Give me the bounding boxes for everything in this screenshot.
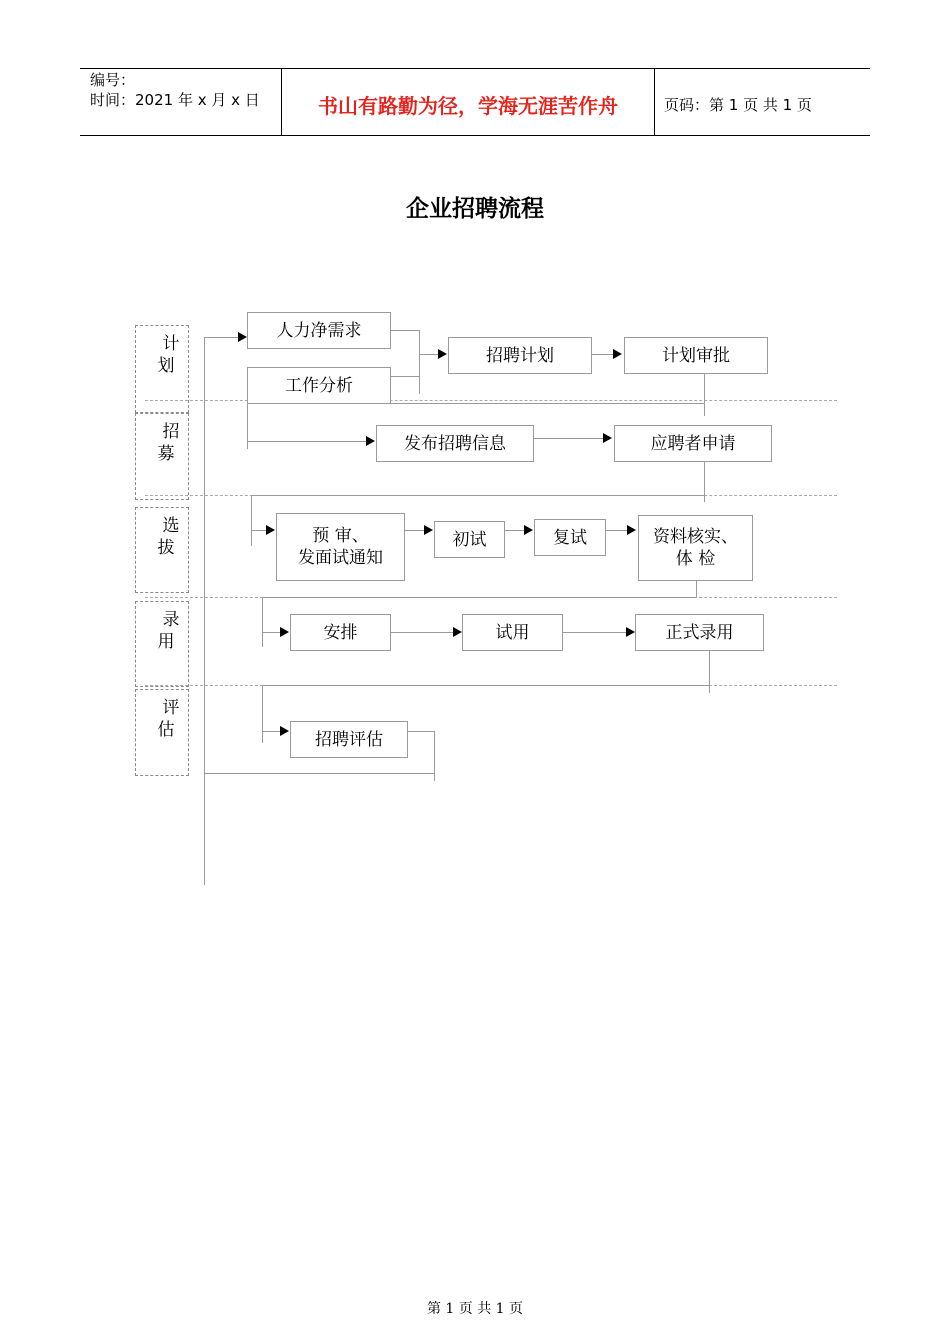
connector-line	[262, 597, 263, 647]
connector-line	[391, 632, 455, 633]
box-job-analysis: 工作分析	[247, 367, 391, 404]
connector-line	[262, 685, 263, 743]
connector-line	[606, 530, 628, 531]
arrow-right-icon	[627, 525, 636, 535]
connector-line	[696, 581, 697, 597]
arrow-right-icon	[524, 525, 533, 535]
connector-line	[405, 530, 425, 531]
connector-line	[505, 530, 525, 531]
box-prescreen: 预 审、 发面试通知	[276, 513, 405, 581]
header-meta	[90, 70, 260, 110]
connector-line	[419, 330, 420, 394]
connector-line	[247, 403, 248, 449]
connector-line	[262, 632, 282, 633]
stage-recruit-label: 招 募	[157, 422, 180, 464]
connector-line	[704, 462, 705, 502]
page-title: 企业招聘流程	[406, 196, 544, 222]
header-top-rule	[80, 68, 870, 69]
header-page-info: 页码：第 1 页 共 1 页	[664, 96, 812, 114]
connector-line	[704, 374, 705, 416]
connector-line	[204, 773, 434, 774]
box-probation: 试用	[462, 614, 563, 651]
box-formal-hire: 正式录用	[635, 614, 764, 651]
arrow-right-icon	[280, 627, 289, 637]
box-manpower-need: 人力净需求	[247, 312, 391, 349]
arrow-right-icon	[366, 436, 375, 446]
connector-line	[434, 731, 435, 781]
arrow-right-icon	[626, 627, 635, 637]
arrow-right-icon	[613, 349, 622, 359]
main-spine-line	[204, 337, 205, 885]
connector-line	[247, 441, 368, 442]
box-applicant-apply: 应聘者申请	[614, 425, 772, 462]
box-publish-info: 发布招聘信息	[376, 425, 534, 462]
connector-line	[391, 376, 419, 377]
stage-plan-label: 计 划	[157, 334, 180, 376]
stage-select-label: 选 拔	[157, 516, 180, 558]
box-plan-approval: 计划审批	[624, 337, 768, 374]
arrow-right-icon	[424, 525, 433, 535]
box-first-interview: 初试	[434, 521, 505, 558]
connector-line	[262, 597, 696, 598]
connector-line	[251, 495, 704, 496]
arrow-right-icon	[438, 349, 447, 359]
connector-line	[247, 403, 704, 404]
connector-line	[262, 731, 282, 732]
number-label: 编号：	[90, 71, 136, 89]
stage-evaluate-label: 评 估	[157, 698, 180, 740]
connector-line	[709, 651, 710, 693]
header-motto: 书山有路勤为径，学海无涯苦作舟	[318, 94, 618, 118]
header-bottom-rule	[80, 135, 870, 136]
connector-line	[419, 354, 439, 355]
arrow-right-icon	[603, 433, 612, 443]
box-recruit-eval: 招聘评估	[290, 721, 408, 758]
box-verify-checkup: 资料核实、 体 检	[638, 515, 753, 581]
box-second-interview: 复试	[534, 519, 606, 556]
box-recruit-plan: 招聘计划	[448, 337, 592, 374]
connector-line	[262, 685, 709, 686]
connector-line	[251, 495, 252, 546]
connector-line	[563, 632, 628, 633]
page-footer: 第 1 页 共 1 页	[426, 1301, 524, 1317]
connector-line	[592, 354, 614, 355]
arrow-right-icon	[266, 525, 275, 535]
connector-line	[204, 337, 240, 338]
header-divider-right	[654, 68, 655, 135]
stage-hire-label: 录 用	[157, 610, 180, 652]
box-arrange: 安排	[290, 614, 391, 651]
connector-line	[534, 438, 604, 439]
arrow-right-icon	[453, 627, 462, 637]
arrow-right-icon	[280, 726, 289, 736]
connector-line	[391, 330, 419, 331]
time-label: 时间：2021 年 x 月 x 日	[90, 91, 260, 109]
connector-line	[408, 731, 434, 732]
arrow-right-icon	[238, 332, 247, 342]
